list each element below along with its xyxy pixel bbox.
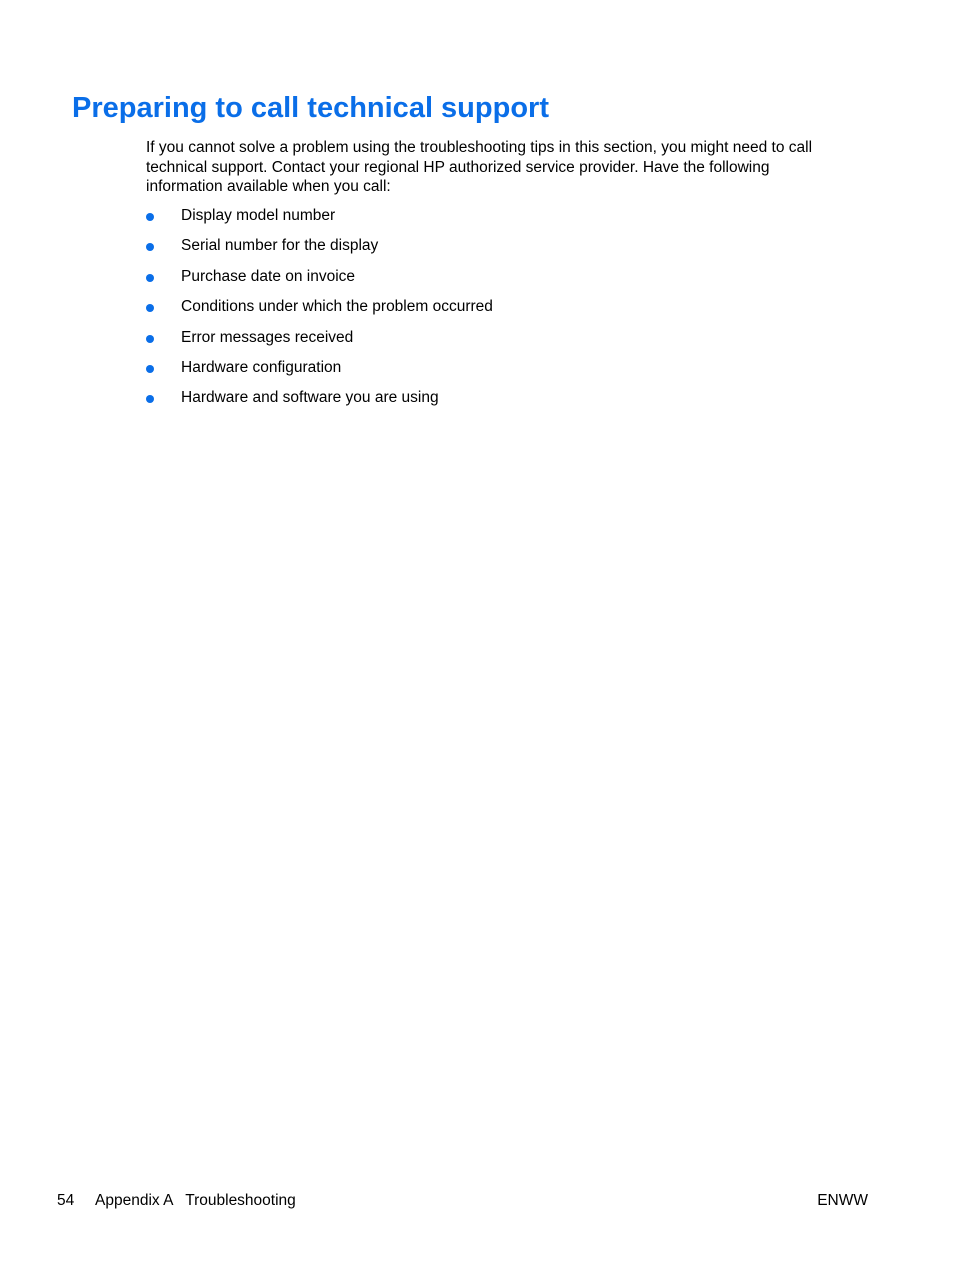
page-footer — [57, 1191, 868, 1211]
footer-section-title: Appendix A Troubleshooting — [95, 1192, 296, 1209]
list-item-text: Hardware configuration — [181, 358, 342, 376]
bullet-dot-icon — [146, 243, 154, 251]
footer-locale-code: ENWW — [817, 1192, 868, 1209]
list-item-text: Hardware and software you are using — [181, 389, 439, 407]
bullet-dot-icon — [146, 304, 154, 312]
list-item-text: Serial number for the display — [181, 237, 379, 255]
page-title: Preparing to call technical support — [72, 92, 549, 124]
bullet-dot-icon — [146, 274, 154, 282]
intro-paragraph: If you cannot solve a problem using the troubleshooting tips in this section, you might need to call technical support. Contact your regional HP authorized service provider. Have the following information available when you call: — [146, 139, 813, 196]
page-number: 54 — [57, 1192, 75, 1209]
bullet-dot-icon — [146, 365, 154, 373]
bullet-dot-icon — [146, 395, 154, 403]
bullet-dot-icon — [146, 335, 154, 343]
list-item-text: Purchase date on invoice — [181, 267, 356, 285]
list-item-text: Conditions under which the problem occurred — [181, 298, 493, 316]
bullet-dot-icon — [146, 213, 154, 221]
list-item-text: Error messages received — [181, 328, 354, 346]
list-item-text: Display model number — [181, 207, 336, 224]
